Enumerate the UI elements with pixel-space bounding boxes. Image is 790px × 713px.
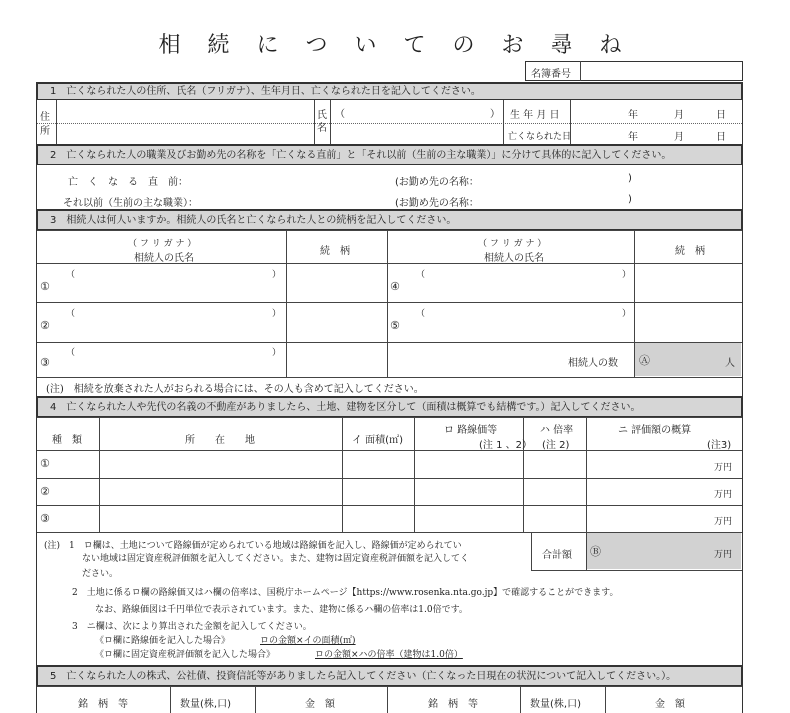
meibo-label: 名簿番号 [531, 69, 571, 80]
address-field[interactable] [57, 101, 313, 143]
property-3-value-field[interactable] [587, 506, 711, 531]
section2-header: 2 亡くなられた人の職業及びお勤め先の名称を「亡くなる直前」と「それ以前（生前の主な職業）」に分けて具体的に記入してください。 [37, 145, 742, 165]
name-field[interactable] [331, 101, 502, 143]
securities-amount-header: 金 額 [305, 699, 335, 710]
heir-1-relation-field[interactable] [287, 264, 386, 301]
note-1: (注) 1 ロ欄は、土地について路線価が定められている地域は路線価を記入し、路線価が定められてい [44, 541, 462, 551]
death-date-label: 亡くなられた日 [508, 132, 572, 142]
valuation-header: ニ 評価額の概算 [618, 425, 692, 436]
heir-4-name-field[interactable] [405, 264, 633, 301]
workplace-field-1[interactable] [490, 168, 625, 186]
property-2-value-field[interactable] [587, 479, 711, 504]
note-2: 2 土地に係るロ欄の路線価又はハ欄の倍率は、国税庁ホームページ【https://www.rosenka.nta.go.jp】で確認することができます。 [72, 588, 619, 598]
workplace-label-1: (お勤め先の名称： [395, 177, 479, 188]
meibo-input[interactable] [582, 62, 740, 79]
heir-1-name-field[interactable] [55, 264, 285, 301]
name-label-2: 名 [317, 123, 327, 134]
property-1-location-field[interactable] [100, 451, 341, 477]
heir-count-label: 相続人の数 [568, 358, 618, 369]
birth-date-field[interactable] [571, 101, 741, 122]
securities-qty-header-2: 数量(株,口) [530, 699, 581, 710]
securities-qty-header: 数量(株,口) [180, 699, 231, 710]
property-location-header: 所 在 地 [185, 435, 255, 446]
property-3-location-field[interactable] [100, 506, 341, 531]
death-date-field[interactable] [571, 124, 741, 143]
heir-2-name-field[interactable] [55, 303, 285, 341]
multiplier-header: ハ 倍率 [540, 425, 574, 436]
total-label: 合計額 [542, 550, 572, 561]
address-label-2: 所 [40, 126, 50, 137]
section3-header: 3 相続人は何人いますか。相続人の氏名と亡くなられた人との続柄を記入してください。 [37, 210, 742, 230]
securities-name-header: 銘 柄 等 [78, 699, 128, 710]
heir-name-header-2: 相続人の氏名 [484, 253, 544, 264]
name-label: 氏 [317, 110, 327, 121]
heir-relation-header-2: 続 柄 [675, 246, 705, 257]
mark-a: Ⓐ [639, 354, 650, 367]
securities-name-header-2: 銘 柄 等 [428, 699, 478, 710]
section3-note: (注) 相続を放棄された人がおられる場合には、その人も含めて記入してください。 [46, 384, 424, 395]
property-kind-header: 種 類 [52, 435, 82, 446]
mark-b: Ⓑ [590, 545, 601, 558]
occupation-prior-field[interactable] [210, 189, 390, 207]
workplace-label-2: (お勤め先の名称： [395, 198, 479, 209]
section4-header: 4 亡くなられた人や先代の名義の不動産がありましたら、土地、建物を区分して（面積は概算でも結構です。）記入してください。 [37, 397, 742, 417]
heir-relation-header: 続 柄 [320, 246, 350, 257]
property-1-value-field[interactable] [587, 451, 711, 477]
page-title: 相 続 に つ い て の お 尋 ね [158, 33, 632, 58]
area-header: イ 面積(㎡) [352, 435, 403, 446]
heir-5-relation-field[interactable] [635, 303, 741, 341]
property-2-location-field[interactable] [100, 479, 341, 504]
section1-header: 1 亡くなられた人の住所、氏名（フリガナ）、生年月日、亡くなられた日を記入してください。 [37, 83, 742, 100]
heir-2-relation-field[interactable] [287, 303, 386, 341]
route-price-header: ロ 路線価等 [444, 425, 498, 436]
occupation-prior-label: それ以前（生前の主な職業）： [63, 198, 198, 209]
heir-5-name-field[interactable] [405, 303, 633, 341]
birth-date-label: 生 年 月 日 [510, 110, 560, 121]
heir-4-relation-field[interactable] [635, 264, 741, 301]
section5-header: 5 亡くなられた人の株式、公社債、投資信託等がありましたら記入してください（亡くなった日現在の状況について記入してください。）。 [37, 666, 742, 686]
workplace-field-2[interactable] [490, 189, 625, 207]
securities-amount-header-2: 金 額 [655, 699, 685, 710]
heir-3-relation-field[interactable] [287, 343, 386, 376]
heir-name-header: 相続人の氏名 [134, 253, 194, 264]
heir-3-name-field[interactable] [55, 343, 285, 376]
occupation-before-death-label: 亡 く な る 直 前： [68, 177, 188, 188]
note-3: 3 ニ欄は、次により算出された金額を記入してください。 [72, 622, 312, 632]
address-label: 住 [40, 112, 50, 123]
occupation-before-death-field[interactable] [210, 168, 390, 186]
